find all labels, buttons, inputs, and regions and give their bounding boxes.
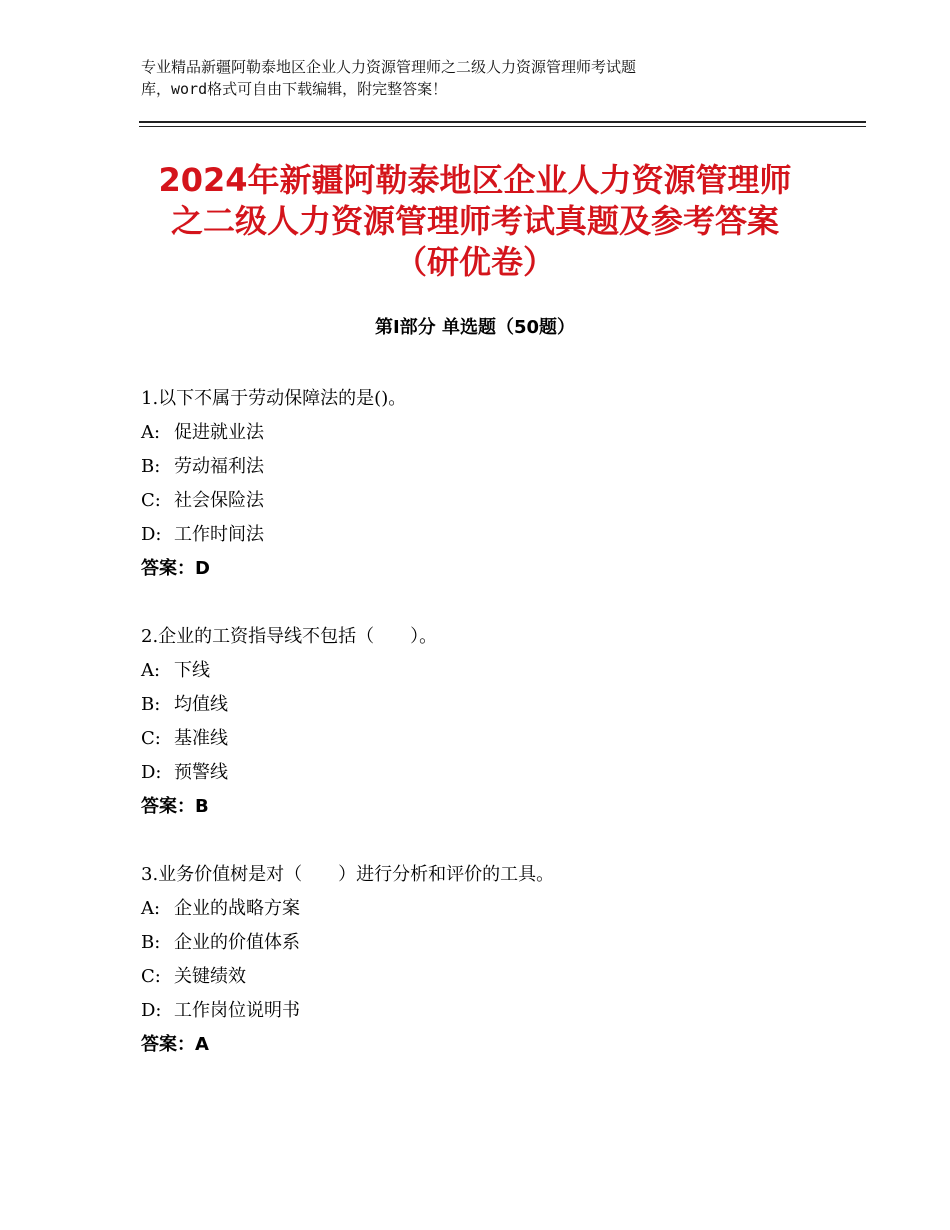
option-text: 劳动福利法 (174, 456, 264, 477)
question-list (141, 382, 861, 1096)
option-letter: A: (141, 660, 161, 681)
option-text: 均值线 (174, 694, 228, 715)
option-a (141, 416, 861, 450)
option-text: 关键绩效 (174, 966, 246, 987)
option-letter: B: (141, 694, 161, 715)
question-stem: 3.业务价值树是对（ ）进行分析和评价的工具。 (141, 864, 555, 885)
title-line-1: 2024年新疆阿勒泰地区企业人力资源管理师 (158, 161, 792, 199)
option-d (141, 756, 861, 790)
option-letter: C: (141, 490, 161, 511)
option-b (141, 688, 861, 722)
option-c (141, 484, 861, 518)
option-b (141, 926, 861, 960)
title-line-2: 之二级人力资源管理师考试真题及参考答案 (170, 202, 779, 240)
header-divider-thin (139, 126, 866, 127)
option-letter: C: (141, 728, 161, 749)
option-text: 预警线 (174, 762, 228, 783)
header-note-line-1: 专业精品新疆阿勒泰地区企业人力资源管理师之二级人力资源管理师考试题 (141, 58, 637, 76)
option-text: 下线 (174, 660, 210, 681)
question-stem: 2.企业的工资指导线不包括（ ）。 (141, 626, 438, 647)
option-letter: D: (141, 762, 162, 783)
option-text: 基准线 (174, 728, 228, 749)
question-1 (141, 382, 861, 586)
option-text: 社会保险法 (174, 490, 264, 511)
question-stem: 1.以下不属于劳动保障法的是()。 (141, 388, 407, 409)
option-letter: D: (141, 1000, 162, 1021)
option-c (141, 960, 861, 994)
question-2 (141, 620, 861, 824)
header-note-line-2: 库，word格式可自由下载编辑，附完整答案！ (141, 80, 448, 98)
option-d (141, 518, 861, 552)
option-letter: A: (141, 898, 161, 919)
option-text: 企业的价值体系 (174, 932, 300, 953)
option-letter: A: (141, 422, 161, 443)
answer: 答案：D (141, 558, 210, 579)
option-c (141, 722, 861, 756)
option-text: 企业的战略方案 (174, 898, 300, 919)
option-b (141, 450, 861, 484)
option-letter: B: (141, 932, 161, 953)
option-letter: B: (141, 456, 161, 477)
document-title (100, 160, 850, 283)
option-letter: C: (141, 966, 161, 987)
option-text: 工作岗位说明书 (174, 1000, 300, 1021)
header-note (141, 56, 781, 100)
option-text: 促进就业法 (174, 422, 264, 443)
question-3 (141, 858, 861, 1062)
option-letter: D: (141, 524, 162, 545)
section-heading: 第Ⅰ部分 单选题（50题） (374, 317, 575, 338)
option-text: 工作时间法 (174, 524, 264, 545)
option-a (141, 654, 861, 688)
option-a (141, 892, 861, 926)
answer: 答案：B (141, 796, 209, 817)
option-d (141, 994, 861, 1028)
header-divider-thick (139, 121, 866, 123)
title-line-3: （研优卷） (394, 243, 555, 281)
answer: 答案：A (141, 1034, 209, 1055)
